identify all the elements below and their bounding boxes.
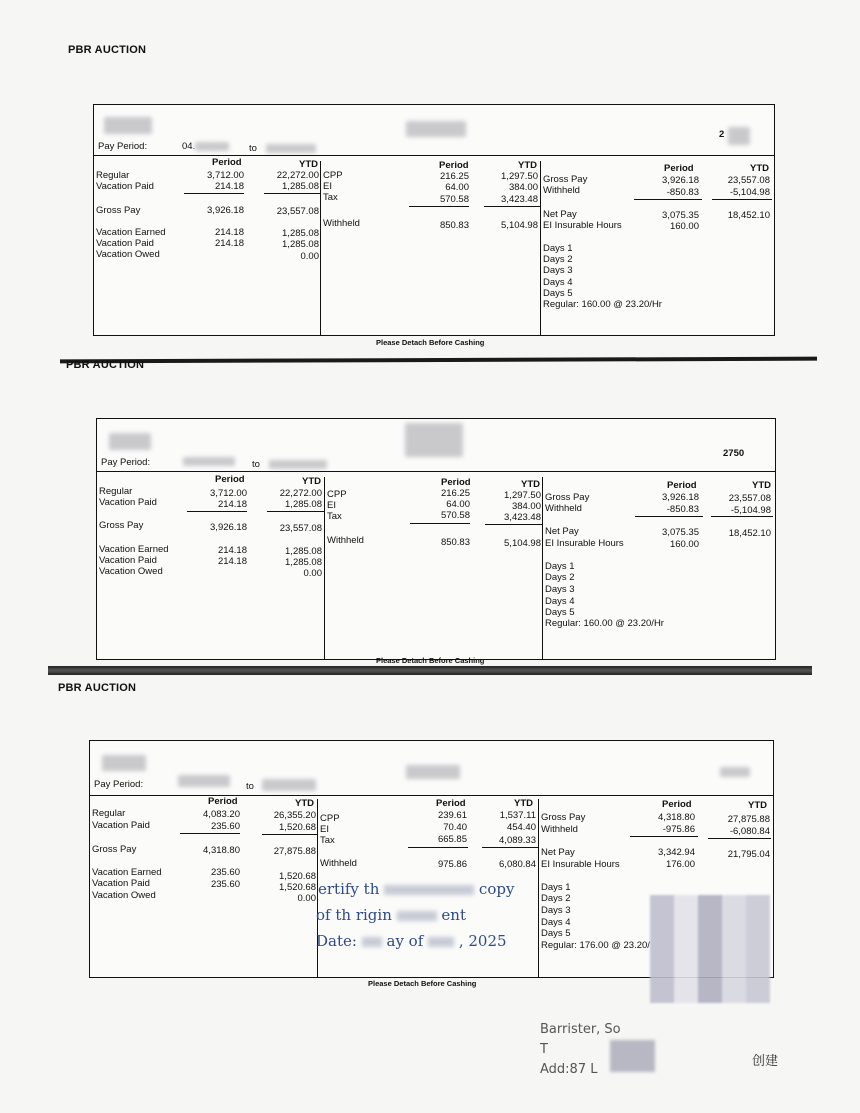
vacation-earned-label: Vacation Earned [96,227,166,238]
vacation-paid-label: Vacation Paid [92,820,150,831]
vacation-paid-ytd: 1,520.68 [279,822,316,833]
ei-ytd: 384.00 [511,501,541,512]
gross-pay-label: Gross Pay [99,520,144,531]
sum-line [410,523,470,524]
tax-ytd: 3,423.48 [501,194,538,205]
redacted-name [109,433,151,450]
vacation-paid2-ytd: 1,285.08 [282,239,319,250]
summary-withheld-ytd: -5,104.98 [730,505,771,516]
detach-notice: Please Detach Before Cashing [376,656,485,665]
pay-stub-2 [96,418,776,660]
withheld-label: Withheld [320,858,357,869]
redacted-signature [650,895,770,1003]
gross-pay-ytd: 23,557.08 [279,523,322,534]
tear-line [60,357,817,364]
tax-label: Tax [320,835,335,846]
vacation-earned-period: 235.60 [210,867,240,878]
vacation-paid2-period: 235.60 [210,879,240,890]
days-1: Days 1 [543,243,573,254]
tax-period: 665.85 [437,834,467,845]
redacted-name [102,755,146,771]
period-header: Period [439,160,469,171]
vacation-earned-ytd: 1,520.68 [279,871,316,882]
ytd-header: YTD [518,160,537,171]
cpp-ytd: 1,537.11 [499,810,536,821]
summary-gross-ytd: 27,875.88 [727,814,770,825]
days-2: Days 2 [541,893,571,904]
summary-withheld-label: Withheld [543,185,580,196]
tear-line [48,666,812,675]
vacation-paid2-ytd: 1,285.08 [285,557,322,568]
net-pay-label: Net Pay [543,209,577,220]
regular-period: 4,083.20 [203,809,240,820]
ei-period: 70.40 [443,822,467,833]
vacation-paid-ytd: 1,285.08 [282,181,319,192]
vacation-paid2-period: 214.18 [217,556,247,567]
redacted-text [397,911,437,921]
ytd-header: YTD [752,480,771,491]
regular-period: 3,712.00 [207,170,244,181]
column-divider [542,477,543,659]
gross-pay-period: 4,318.80 [203,845,240,856]
vacation-owed-ytd: 0.00 [300,251,319,262]
net-pay-ytd: 18,452.10 [728,528,771,539]
ei-label: EI [327,500,336,511]
vacation-paid-ytd: 1,285.08 [285,499,322,510]
vacation-owed-label: Vacation Owed [96,249,160,260]
summary-withheld-ytd: -5,104.98 [729,187,770,198]
ei-ytd: 384.00 [508,182,538,193]
sum-line [484,206,540,207]
stub-number: 2 [719,129,725,140]
redacted-address [405,423,463,457]
sum-line [409,206,469,207]
ytd-header: YTD [748,800,767,811]
summary-gross-ytd: 23,557.08 [727,175,770,186]
sum-line [180,833,240,834]
days-4: Days 4 [541,917,571,928]
pay-stub-1 [93,104,775,336]
vacation-paid2-label: Vacation Paid [96,238,154,249]
vacation-earned-period: 214.18 [217,545,247,556]
pay-period-label: Pay Period: [98,141,148,152]
header-divider [94,155,774,156]
ytd-header: YTD [521,479,540,490]
withheld-ytd: 5,104.98 [504,538,541,549]
column-divider [538,799,539,977]
days-1: Days 1 [541,882,571,893]
stamp-line-1: Barrister, So [540,1022,621,1037]
sum-line [187,511,247,512]
days-5: Days 5 [543,288,573,299]
redacted-date [178,775,230,787]
pay-period-label: Pay Period: [94,779,144,790]
days-4: Days 4 [543,277,573,288]
tax-label: Tax [327,511,342,522]
certification-line-3: Date: ay of , 2025 [316,932,507,950]
vacation-paid-period: 214.18 [217,499,247,510]
period-header: Period [215,474,245,485]
ytd-header: YTD [514,798,533,809]
certification-line-2: of th rigin ent [316,906,466,924]
cpp-period: 239.61 [437,810,467,821]
vacation-owed-label: Vacation Owed [99,566,163,577]
vacation-owed-label: Vacation Owed [92,890,156,901]
regular-ytd: 22,272.00 [276,170,319,181]
regular-hours-line: Regular: 160.00 @ 23.20/Hr [543,299,662,310]
ei-hours-label: EI Insurable Hours [541,859,620,870]
header-divider [90,795,773,796]
ei-hours-label: EI Insurable Hours [545,538,624,549]
ei-label: EI [323,181,332,192]
to-label: to [246,781,254,792]
summary-gross-label: Gross Pay [545,492,590,503]
redacted-text [384,885,474,895]
net-pay-period: 3,075.35 [662,527,699,538]
redacted-date [262,779,316,791]
summary-withheld-period: -850.83 [666,187,699,198]
redacted-address [406,121,466,137]
sum-line [635,516,703,517]
days-3: Days 3 [545,584,575,595]
days-4: Days 4 [545,596,575,607]
ytd-header: YTD [295,798,314,809]
vacation-paid-label: Vacation Paid [99,497,157,508]
stub-number: 2750 [723,448,745,459]
summary-withheld-label: Withheld [545,503,582,514]
tax-label: Tax [323,192,338,203]
pay-period-start: 04. [182,141,196,152]
tax-period: 570.58 [440,510,470,521]
vacation-paid2-period: 214.18 [214,238,244,249]
ytd-header: YTD [299,159,318,170]
withheld-period: 850.83 [440,537,470,548]
withheld-label: Withheld [327,535,364,546]
sum-line [408,847,468,848]
tax-ytd: 4,089.33 [499,835,536,846]
period-header: Period [441,477,471,488]
summary-withheld-period: -850.83 [666,504,699,515]
ei-label: EI [320,824,329,835]
net-pay-label: Net Pay [541,847,575,858]
regular-label: Regular [92,808,126,819]
cpp-label: CPP [320,813,340,824]
redacted-date [183,457,235,466]
cpp-label: CPP [327,489,347,500]
vacation-owed-ytd: 0.00 [297,893,316,904]
sum-line [634,199,702,200]
summary-gross-period: 4,318.80 [658,812,695,823]
vacation-earned-ytd: 1,285.08 [285,546,322,557]
to-label: to [252,459,260,470]
regular-ytd: 22,272.00 [279,488,322,499]
net-pay-ytd: 18,452.10 [727,210,770,221]
sum-line [708,838,771,839]
company-name: PBR AUCTION [66,359,145,371]
column-divider [320,161,321,335]
summary-withheld-ytd: -6,080.84 [729,826,770,837]
net-pay-ytd: 21,795.04 [727,849,770,860]
vacation-earned-label: Vacation Earned [92,867,162,878]
sum-line [267,511,324,512]
period-header: Period [667,480,697,491]
cpp-period: 216.25 [440,488,470,499]
gross-pay-label: Gross Pay [96,205,141,216]
vacation-paid2-label: Vacation Paid [92,878,150,889]
stamp-line-2: T [540,1042,548,1057]
regular-ytd: 26,355.20 [273,810,316,821]
sum-line [712,199,772,200]
summary-gross-label: Gross Pay [541,812,586,823]
redacted-text [362,937,382,947]
withheld-label: Withheld [323,218,360,229]
regular-period: 3,712.00 [210,488,247,499]
ytd-header: YTD [750,163,769,174]
days-5: Days 5 [545,607,575,618]
regular-label: Regular [96,170,130,181]
summary-gross-period: 3,926.18 [662,492,699,503]
tax-period: 570.58 [439,194,469,205]
detach-notice: Please Detach Before Cashing [376,338,485,347]
sum-line [711,516,773,517]
stamp-chinese: 创建 [752,1054,779,1069]
period-header: Period [662,799,692,810]
ei-hours-period: 176.00 [665,859,695,870]
ei-hours-period: 160.00 [669,539,699,550]
vacation-earned-label: Vacation Earned [99,544,169,555]
redacted-address [406,765,460,779]
summary-withheld-period: -975.86 [662,824,695,835]
withheld-ytd: 5,104.98 [501,220,538,231]
cpp-ytd: 1,297.50 [501,171,538,182]
redacted-number [720,767,750,777]
net-pay-period: 3,075.35 [662,210,699,221]
ei-period: 64.00 [445,182,469,193]
gross-pay-ytd: 23,557.08 [276,206,319,217]
days-1: Days 1 [545,561,575,572]
vacation-paid-period: 235.60 [210,821,240,832]
summary-gross-period: 3,926.18 [662,175,699,186]
cpp-label: CPP [323,170,343,181]
redacted-date [269,460,327,469]
period-header: Period [436,798,466,809]
regular-hours-line: Regular: 160.00 @ 23.20/Hr [545,618,664,629]
regular-label: Regular [99,486,133,497]
vacation-owed-ytd: 0.00 [303,568,322,579]
summary-withheld-label: Withheld [541,824,578,835]
withheld-period: 850.83 [439,220,469,231]
ytd-header: YTD [302,476,321,487]
gross-pay-period: 3,926.18 [210,522,247,533]
days-2: Days 2 [545,572,575,583]
redacted-date [266,144,316,153]
tax-ytd: 3,423.48 [504,512,541,523]
days-3: Days 3 [541,905,571,916]
redacted-number [728,127,750,145]
ei-hours-period: 160.00 [669,221,699,232]
regular-hours-line: Regular: 176.00 @ 23.20/ [541,940,650,951]
sum-line [184,193,244,194]
ei-period: 64.00 [446,499,470,510]
gross-pay-label: Gross Pay [92,844,137,855]
sum-line [262,834,318,835]
period-header: Period [212,157,242,168]
pay-period-label: Pay Period: [101,457,151,468]
detach-notice: Please Detach Before Cashing [368,979,477,988]
net-pay-period: 3,342.94 [658,847,695,858]
sum-line [264,193,320,194]
cpp-ytd: 1,297.50 [504,490,541,501]
days-5: Days 5 [541,928,571,939]
redacted-text [428,937,454,947]
vacation-earned-ytd: 1,285.08 [282,228,319,239]
summary-gross-ytd: 23,557.08 [728,493,771,504]
vacation-paid2-label: Vacation Paid [99,555,157,566]
company-name: PBR AUCTION [68,44,147,56]
vacation-paid2-ytd: 1,520.68 [279,882,316,893]
redacted-date [195,142,229,151]
stamp-line-3: Add:87 L [540,1062,598,1077]
withheld-ytd: 6,080.84 [499,859,536,870]
days-2: Days 2 [543,254,573,265]
redacted-name [104,117,152,134]
company-name: PBR AUCTION [58,682,137,694]
header-divider [97,471,775,472]
vacation-earned-period: 214.18 [214,227,244,238]
vacation-paid-period: 214.18 [214,181,244,192]
net-pay-label: Net Pay [545,526,579,537]
sum-line [485,524,542,525]
period-header: Period [664,163,694,174]
cpp-period: 216.25 [439,171,469,182]
summary-gross-label: Gross Pay [543,174,588,185]
column-divider [324,477,325,659]
to-label: to [249,143,257,154]
redacted-stamp [610,1040,655,1072]
column-divider [540,161,541,335]
gross-pay-period: 3,926.18 [207,205,244,216]
vacation-paid-label: Vacation Paid [96,181,154,192]
period-header: Period [208,796,238,807]
ei-ytd: 454.40 [506,822,536,833]
ei-hours-label: EI Insurable Hours [543,220,622,231]
gross-pay-ytd: 27,875.88 [273,846,316,857]
sum-line [630,836,698,837]
sum-line [482,847,538,848]
days-3: Days 3 [543,265,573,276]
withheld-period: 975.86 [437,859,467,870]
certification-line-1: ertify th copy [318,880,515,898]
